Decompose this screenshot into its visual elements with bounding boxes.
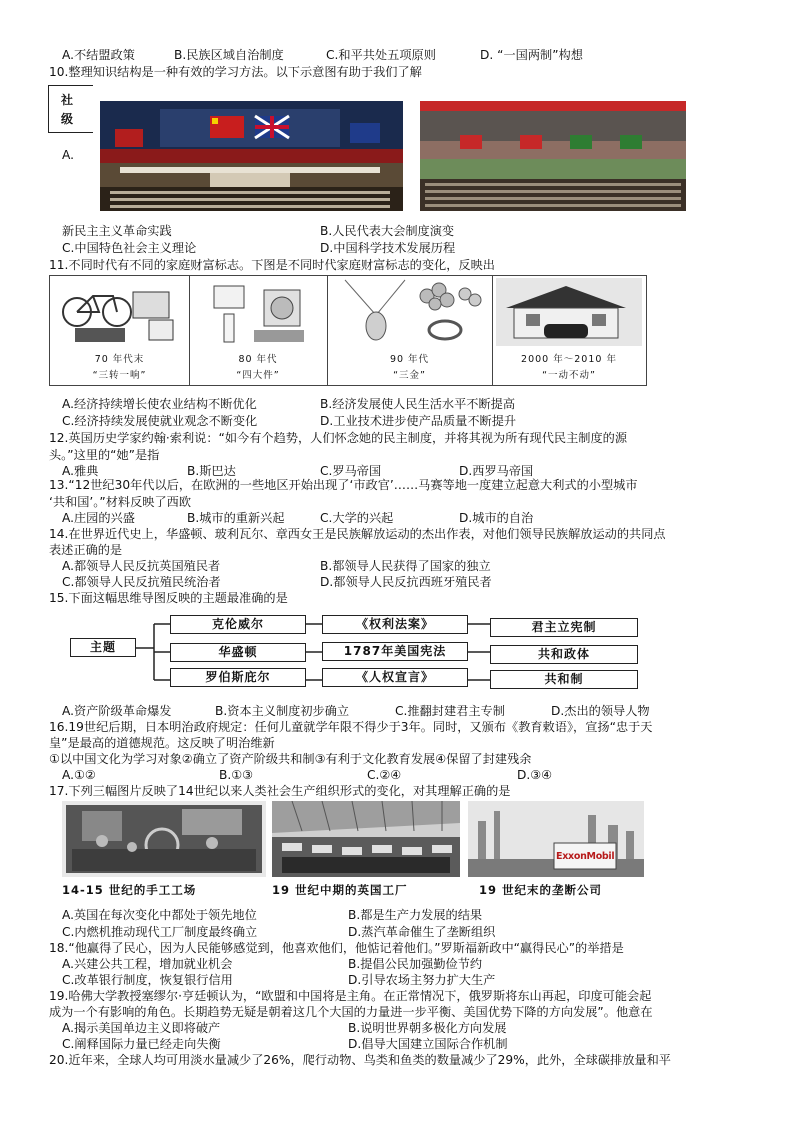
period-90s: 90 年代 xyxy=(389,354,430,365)
q15-option-c: C.推翻封建君主专制 xyxy=(395,704,505,718)
q15-option-a: A.资产阶级革命爆发 xyxy=(62,704,172,718)
q17-stem: 17.下列三幅图片反映了14世纪以来人类社会生产组织形式的变化，对其理解正确的是 xyxy=(49,784,511,798)
fridge-washer-tv-icon xyxy=(204,280,314,344)
period-2000s: 2000 年～2010 年 xyxy=(521,354,617,365)
label-80s: “四大件” xyxy=(236,370,280,381)
q13-option-a: A.庄园的兴盛 xyxy=(62,511,135,525)
q14-stem-line-1: 14.在世界近代史上，华盛顿、玻利瓦尔、章西女王是民族解放运动的杰出作表，对他们领导民族解放运动的共同点 xyxy=(49,527,666,541)
q13-option-d: D.城市的自治 xyxy=(459,511,534,525)
q16-stem-line-2: 皇”是最高的道德规范。这反映了明治维新 xyxy=(49,736,275,750)
q10-option-a: 新民主主义革命实践 xyxy=(62,224,172,238)
q9-options-row xyxy=(0,47,794,65)
photo-caption-2: 19 世纪中期的英国工厂 xyxy=(272,883,408,897)
q10-box-char-2: 级 xyxy=(61,112,74,126)
q10-diagram-fragment xyxy=(48,85,93,133)
q16-statements: ①以中国文化为学习对象②确立了资产阶级共和制③有利于文化教育发展④保留了封建残余 xyxy=(49,752,532,766)
q19-option-c: C.阐释国际力量已经走向失衡 xyxy=(62,1037,221,1051)
label-2000s: “一动不动” xyxy=(542,370,596,381)
q16-option-d: D.③④ xyxy=(517,768,553,782)
q14-option-d: D.都领导人民反抗西班牙殖民者 xyxy=(320,575,492,589)
q18-option-d: D.引导农场主努力扩大生产 xyxy=(348,973,496,987)
q10-option-b: B.人民代表大会制度演变 xyxy=(320,224,455,238)
q16-option-c: C.②④ xyxy=(367,768,402,782)
mind-map-document-2: 1787年美国宪法 xyxy=(322,642,468,661)
car-house-icon xyxy=(496,278,642,346)
q14-option-b: B.都领导人民获得了国家的独立 xyxy=(320,559,491,573)
q15-option-b: B.资本主义制度初步确立 xyxy=(215,704,350,718)
q15-stem: 15.下面这幅思维导图反映的主题最准确的是 xyxy=(49,591,288,605)
q11-options-row-1 xyxy=(0,396,794,414)
mind-map-document-3: 《人权宣言》 xyxy=(322,668,468,687)
q11-option-b: B.经济发展使人民生活水平不断提高 xyxy=(320,397,516,411)
q19-option-a: A.揭示美国单边主义即将破产 xyxy=(62,1021,221,1035)
q11-option-c: C.经济持续发展使就业观念不断变化 xyxy=(62,414,258,428)
q10-options-row-2 xyxy=(0,240,794,258)
q11-stem: 11.不同时代有不同的家庭财富标志。下图是不同时代家庭财富标志的变化，反映出 xyxy=(49,258,495,272)
period-70s: 70 年代末 xyxy=(94,354,145,365)
q9-option-b: B.民族区域自治制度 xyxy=(174,48,284,62)
q9-option-d: D. “一国两制”构想 xyxy=(480,48,583,62)
exxonmobil-sign: ExxonMobil xyxy=(556,851,615,862)
q10-box-char-1: 社 xyxy=(61,93,74,107)
british-factory-photo xyxy=(272,801,460,877)
q17-option-b: B.都是生产力发展的结果 xyxy=(348,908,483,922)
mind-map-root: 主题 xyxy=(70,638,136,657)
q19-option-b: B.说明世界朝多极化方向发展 xyxy=(348,1021,507,1035)
q10-option-a-marker: A. xyxy=(62,148,74,162)
handicraft-workshop-photo xyxy=(62,801,266,877)
q17-option-a: A.英国在每次变化中都处于领先地位 xyxy=(62,908,257,922)
label-90s: “三金” xyxy=(393,370,426,381)
q19-option-d: D.倡导大国建立国际合作机制 xyxy=(348,1037,508,1051)
q12-option-a: A.雅典 xyxy=(62,464,99,478)
family-wealth-table xyxy=(49,275,647,386)
monopoly-company-refinery-photo xyxy=(468,801,644,877)
q13-option-b: B.城市的重新兴起 xyxy=(187,511,285,525)
q18-option-c: C.改革银行制度，恢复银行信用 xyxy=(62,973,233,987)
q11-option-d: D.工业技术进步使产品质量不断提升 xyxy=(320,414,517,428)
q12-stem-line-2: 头。”这里的“她”是指 xyxy=(49,448,160,462)
gold-jewelry-icon xyxy=(335,278,485,346)
q15-mind-map xyxy=(64,612,644,692)
q12-option-c: C.罗马帝国 xyxy=(320,464,382,478)
q18-option-a: A.兴建公共工程，增加就业机会 xyxy=(62,957,233,971)
q16-option-a: A.①② xyxy=(62,768,96,782)
q17-option-d: D.蒸汽革命催生了垄断组织 xyxy=(348,925,496,939)
handover-ceremony-hongkong-photo xyxy=(100,101,403,211)
q11-options-row-2 xyxy=(0,413,794,431)
q17-option-c: C.内燃机推动现代工厂制度最终确立 xyxy=(62,925,258,939)
mind-map-person-2: 华盛顿 xyxy=(170,643,306,662)
mind-map-person-3: 罗伯斯庇尔 xyxy=(170,668,306,687)
mind-map-system-3: 共和制 xyxy=(490,670,638,689)
period-80s: 80 年代 xyxy=(238,354,278,365)
table-cell-70s xyxy=(50,276,190,385)
bicycle-radio-sewing-machine-icon xyxy=(55,282,185,344)
q13-stem-line-2: ‘共和国’。”材料反映了西欧 xyxy=(49,495,192,509)
q11-option-a: A.经济持续增长使农业结构不断优化 xyxy=(62,397,257,411)
q19-stem-line-2: 成为一个有影响的角色。长期趋势无疑是朝着这几个大国的力量进一步平衡、美国优势下降的方向发展”。他意在 xyxy=(49,1005,653,1019)
handover-ceremony-macau-photo xyxy=(420,101,686,211)
q10-stem: 10.整理知识结构是一种有效的学习方法。以下示意图有助于我们了解 xyxy=(49,65,422,79)
mind-map-person-1: 克伦威尔 xyxy=(170,615,306,634)
q16-stem-line-1: 16.19世纪后期，日本明治政府规定：任何儿童就学年限不得少于3年。同时，又颁布《教育敕语》，宣扬“忠于天 xyxy=(49,720,653,734)
q10-option-d: D.中国科学技术发展历程 xyxy=(320,241,456,255)
q14-stem-line-2: 表述正确的是 xyxy=(49,543,123,557)
q9-option-a: A.不结盟政策 xyxy=(62,48,135,62)
q12-option-d: D.西罗马帝国 xyxy=(459,464,534,478)
q19-stem-line-1: 19.哈佛大学教授塞缪尔·亨廷顿认为，“欧盟和中国将是主角。在正常情况下，俄罗斯将东山再起，印度可能会起 xyxy=(49,989,652,1003)
q15-option-d: D.杰出的领导人物 xyxy=(551,704,650,718)
q18-option-b: B.提倡公民加强勤俭节约 xyxy=(348,957,483,971)
q20-stem-line-1: 20.近年来，全球人均可用淡水量减少了26%，爬行动物、鸟类和鱼类的数量减少了29%，此外，全球碳排放量和平 xyxy=(49,1053,671,1067)
q9-option-c: C.和平共处五项原则 xyxy=(326,48,436,62)
q13-option-c: C.大学的兴起 xyxy=(320,511,394,525)
q13-stem-line-1: 13.“12世纪30年代以后，在欧洲的一些地区开始出现了‘市政官’……马赛等地一度建立起意大利式的小型城市 xyxy=(49,478,638,492)
q16-option-b: B.①③ xyxy=(219,768,254,782)
photo-caption-1: 14-15 世纪的手工工场 xyxy=(62,883,197,897)
label-70s: “三转一响” xyxy=(92,370,147,381)
table-cell-2000s xyxy=(492,276,646,385)
q14-option-a: A.都领导人民反抗英国殖民者 xyxy=(62,559,221,573)
q12-option-b: B.斯巴达 xyxy=(187,464,236,478)
q12-stem-line-1: 12.英国历史学家约翰·索利说：“如今有个趋势，人们怀念她的民主制度，并将其视为所有现代民主制度的源 xyxy=(49,431,628,445)
mind-map-system-1: 君主立宪制 xyxy=(490,618,638,637)
table-cell-80s xyxy=(189,276,328,385)
q10-options-row-1 xyxy=(0,223,794,241)
q10-option-c: C.中国特色社会主义理论 xyxy=(62,241,197,255)
mind-map-document-1: 《权利法案》 xyxy=(322,615,468,634)
q17-options-row-1 xyxy=(0,907,794,925)
table-cell-90s xyxy=(327,276,493,385)
q14-option-c: C.都领导人民反抗殖民统治者 xyxy=(62,575,221,589)
mind-map-system-2: 共和政体 xyxy=(490,645,638,664)
photo-caption-3: 19 世纪末的垄断公司 xyxy=(479,883,603,897)
q18-stem: 18.“他赢得了民心，因为人民能够感觉到，他喜欢他们，他惦记着他们。”罗斯福新政中“赢得民心”的举措是 xyxy=(49,941,624,955)
